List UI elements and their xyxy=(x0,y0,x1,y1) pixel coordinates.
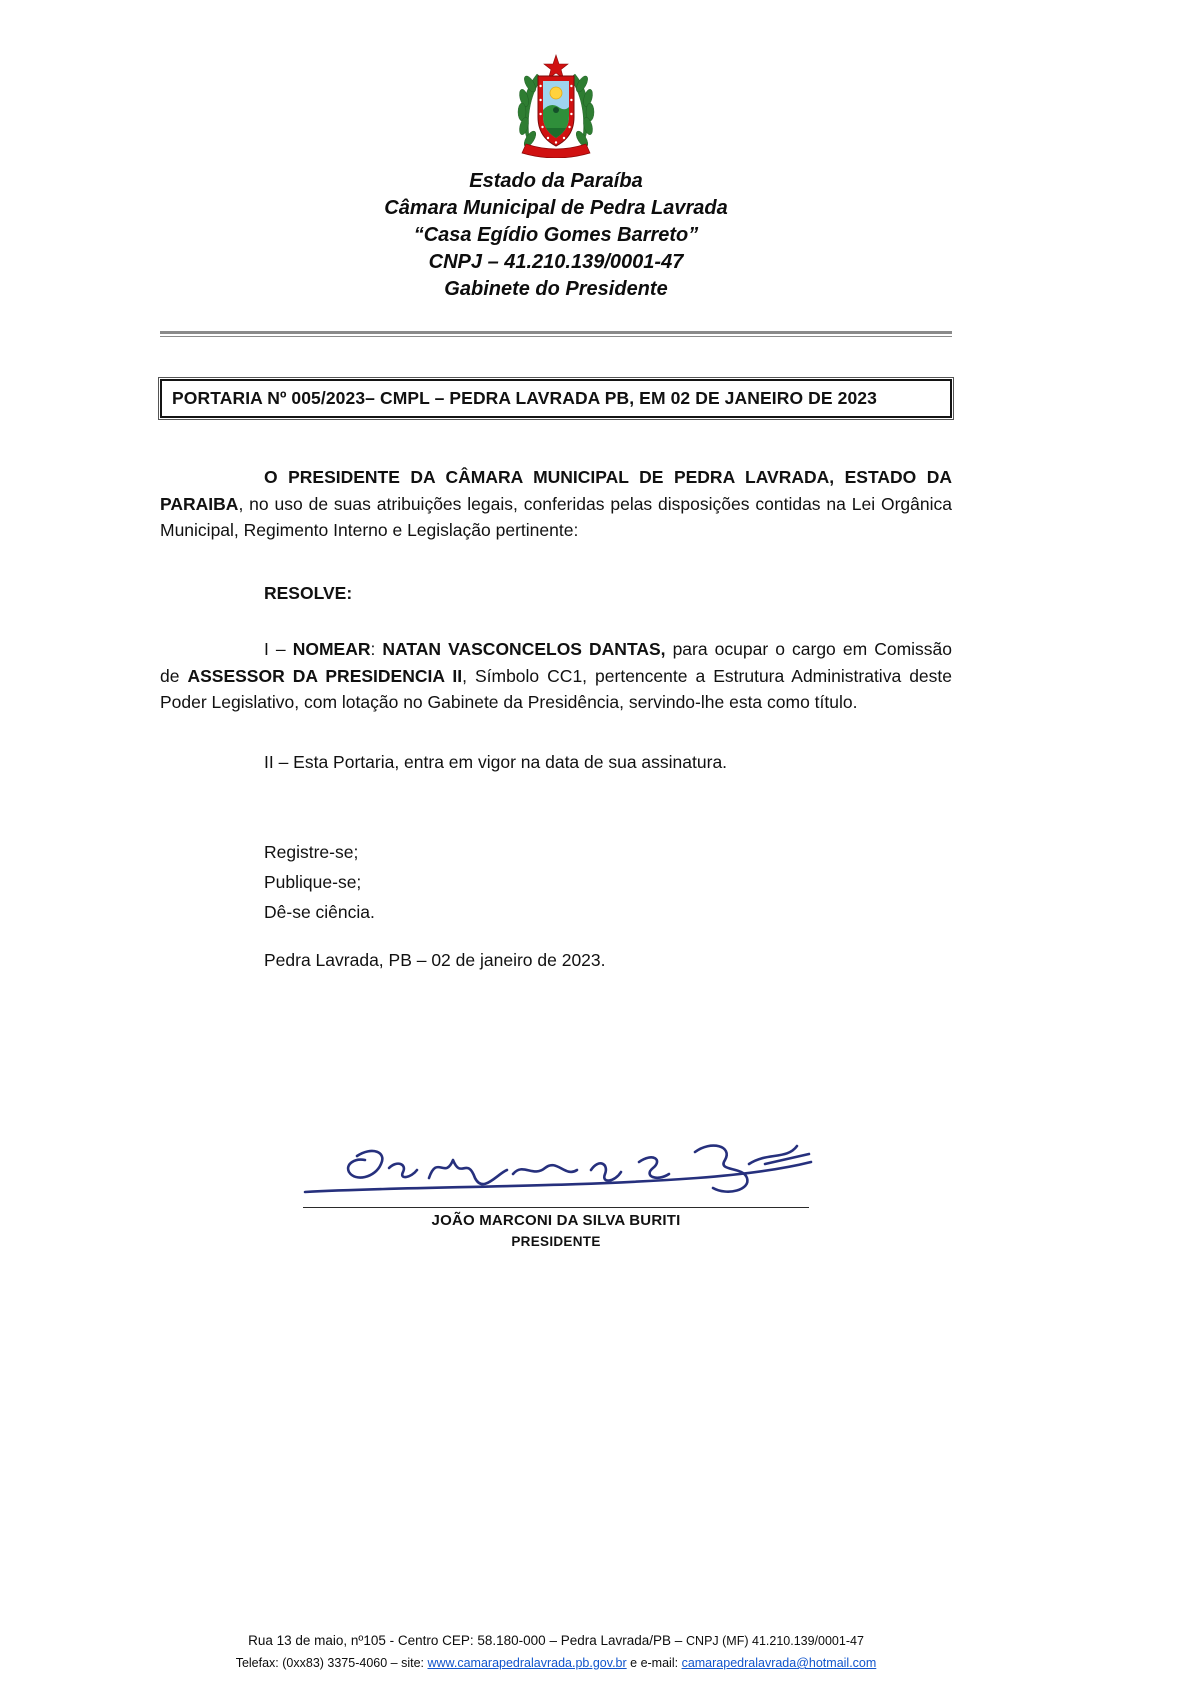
portaria-title-box xyxy=(160,379,952,418)
header-house-name: “Casa Egídio Gomes Barreto” xyxy=(413,224,699,246)
site-link[interactable]: www.camarapedralavrada.pb.gov.br xyxy=(427,1656,627,1670)
notice-line: Dê-se ciência. xyxy=(264,902,375,922)
footer-email-label: e e-mail: xyxy=(626,1656,682,1670)
resolve-line: RESOLVE: xyxy=(264,582,353,603)
article-one-text-a: para ocupar o cargo em Comissão de xyxy=(160,639,953,686)
article-one-colon: : xyxy=(370,639,383,659)
signature-handwriting-icon xyxy=(297,1132,817,1216)
footer-cnpj: CNPJ (MF) 41.210.139/0001-47 xyxy=(686,1634,864,1648)
portaria-title: PORTARIA Nº 005/2023– CMPL – PEDRA LAVRADA PB, EM 02 DE JANEIRO DE 2023 xyxy=(172,388,877,408)
position-title: ASSESSOR DA PRESIDENCIA II xyxy=(187,665,463,686)
dateline: Pedra Lavrada, PB – 02 de janeiro de 2023. xyxy=(264,950,606,970)
footer-address: Rua 13 de maio, nº105 - Centro CEP: 58.180-000 – Pedra Lavrada/PB – xyxy=(248,1633,687,1648)
signature-line xyxy=(303,1207,809,1208)
paraiba-coat-of-arms-icon xyxy=(504,54,608,158)
document-body xyxy=(160,464,952,974)
divider-thick-line xyxy=(160,331,952,334)
header-cnpj: CNPJ – 41.210.139/0001-47 xyxy=(428,251,684,273)
email-link[interactable]: camarapedralavrada@hotmail.com xyxy=(681,1656,877,1670)
document-header xyxy=(160,0,952,303)
preamble-bold: O PRESIDENTE DA CÂMARA MUNICIPAL DE PEDRA LAVRADA, ESTADO DA PARAIBA xyxy=(160,467,952,514)
publish-line: Publique-se; xyxy=(264,872,362,892)
closing-formulas xyxy=(160,837,952,927)
footer-address-line xyxy=(160,1630,952,1652)
signature-block xyxy=(160,1124,952,1249)
article-two-paragraph: II – Esta Portaria, entra em vigor na data de sua assinatura. xyxy=(264,751,728,772)
article-one-number: I – xyxy=(264,639,293,659)
divider-thin-line xyxy=(160,336,952,337)
article-one-text-b: , Símbolo CC1, pertencente a Estrutura Administrativa deste Poder Legislativo, com lotação no Gabinete da Presidência, servindo-lhe esta como título. xyxy=(160,665,953,712)
double-rule-divider xyxy=(160,331,952,337)
header-office: Gabinete do Presidente xyxy=(444,278,668,300)
article-one-paragraph xyxy=(160,636,952,716)
appointee-name: NATAN VASCONCELOS DANTAS, xyxy=(382,639,666,659)
signer-name: JOÃO MARCONI DA SILVA BURITI xyxy=(431,1211,681,1229)
document-content xyxy=(160,0,952,1249)
footer-telefax: Telefax: (0xx83) 3375-4060 – site: xyxy=(235,1656,428,1670)
article-one-verb: NOMEAR xyxy=(292,639,371,659)
register-line: Registre-se; xyxy=(264,842,359,862)
page-footer xyxy=(160,1630,952,1674)
preamble-paragraph xyxy=(160,464,952,544)
header-chamber: Câmara Municipal de Pedra Lavrada xyxy=(384,197,728,219)
signature-area xyxy=(303,1124,809,1208)
preamble-rest: , no uso de suas atribuições legais, conferidas pelas disposições contidas na Lei Orgânica Municipal, Regimento Interno e Legislação pertinente: xyxy=(160,493,952,540)
signer-role: PRESIDENTE xyxy=(511,1233,601,1249)
header-state: Estado da Paraíba xyxy=(469,170,643,192)
footer-contact-line xyxy=(160,1652,952,1674)
